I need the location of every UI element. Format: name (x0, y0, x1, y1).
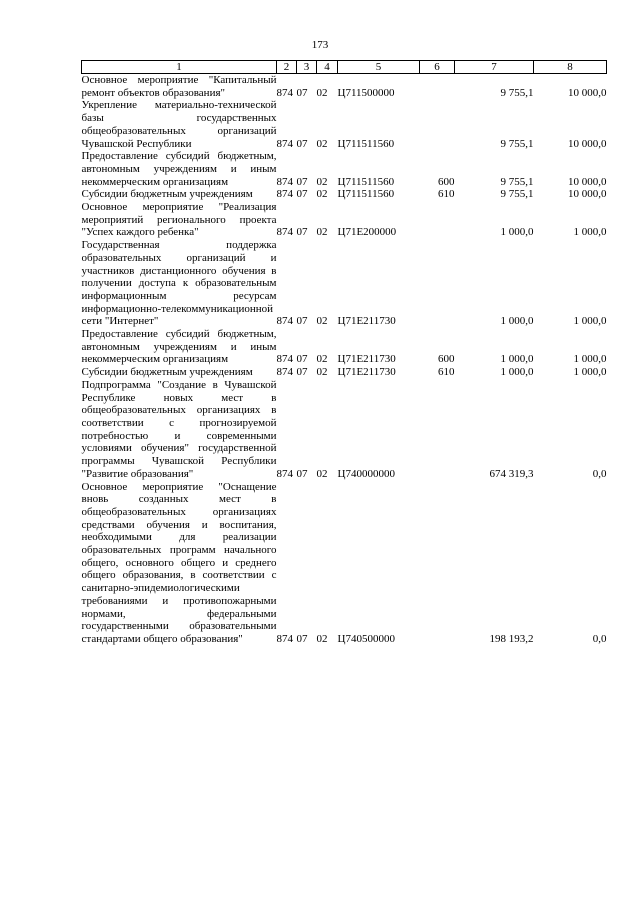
table-row (82, 481, 607, 646)
section-code: 07 (296, 188, 308, 201)
amount-year-1: 9 755,1 (500, 188, 534, 201)
amount-year-2: 1 000,0 (573, 315, 607, 328)
subsection-code: 02 (316, 632, 328, 645)
section-code: 07 (296, 86, 308, 99)
row-description: Подпрограмма "Создание в Чувашской Республике новых мест в общеобразовательных организациях в соответствии с прогнозируемой потребностью и современными условиями обучения" государственной программы Чувашской Республики "Развитие образования" (81, 378, 277, 480)
table-row (82, 188, 607, 201)
header-cell: 2 (277, 61, 297, 74)
section-code: 07 (296, 226, 308, 239)
row-description: Укрепление материально-технической базы государственных общеобразовательных организаций Чувашской Республики (81, 99, 277, 150)
gr-code: 874 (276, 353, 293, 366)
page-number: 173 (311, 39, 329, 51)
amount-year-1: 674 319,3 (489, 467, 534, 480)
amount-year-2: 1 000,0 (573, 226, 607, 239)
row-description: Государственная поддержка образовательных организаций и участников дистанционного обучения в получении доступа к образовательным информационным ресурсам информационно-телекоммуникационной сети "Интернет" (81, 239, 277, 328)
target-article-code: Ц71Е211730 (337, 366, 396, 379)
expense-type-code: 600 (438, 175, 455, 188)
row-description: Предоставление субсидий бюджетным, автономным учреждениям и иным некоммерческим организациям (81, 328, 277, 366)
subsection-code: 02 (316, 315, 328, 328)
amount-year-1: 1 000,0 (500, 366, 534, 379)
header-cell: 1 (82, 61, 277, 74)
amount-year-2: 10 000,0 (568, 175, 607, 188)
amount-year-1: 1 000,0 (500, 353, 534, 366)
gr-code: 874 (276, 467, 293, 480)
table-row (82, 366, 607, 379)
subsection-code: 02 (316, 137, 328, 150)
expense-type-code: 610 (438, 366, 455, 379)
expense-type-code: 600 (438, 353, 455, 366)
subsection-code: 02 (316, 188, 328, 201)
subsection-code: 02 (316, 175, 328, 188)
row-description: Основное мероприятие "Оснащение вновь созданных мест в общеобразовательных организациях средствами обучения и воспитания, необходимыми для реализации образовательных программ начального общего, основного общего и среднего общего образования, в соответствии с санитарно-эпидемиологическими требованиями и противопожарными нормами, федеральными государственными образовательными стандартами общего образования" (81, 480, 277, 645)
gr-code: 874 (276, 175, 293, 188)
gr-code: 874 (276, 137, 293, 150)
amount-year-2: 0,0 (592, 467, 607, 480)
table-row (82, 99, 607, 150)
gr-code: 874 (276, 86, 293, 99)
header-row (82, 61, 607, 74)
subsection-code: 02 (316, 366, 328, 379)
subsection-code: 02 (316, 353, 328, 366)
gr-code: 874 (276, 315, 293, 328)
subsection-code: 02 (316, 467, 328, 480)
gr-code: 874 (276, 226, 293, 239)
row-description: Субсидии бюджетным учреждениям (81, 366, 253, 379)
amount-year-1: 9 755,1 (500, 137, 534, 150)
amount-year-1: 1 000,0 (500, 226, 534, 239)
header-cell: 3 (297, 61, 317, 74)
row-description: Основное мероприятие "Капитальный ремонт объектов образования" (81, 74, 277, 99)
gr-code: 874 (276, 188, 293, 201)
amount-year-2: 1 000,0 (573, 366, 607, 379)
header-cell: 7 (455, 61, 534, 74)
section-code: 07 (296, 632, 308, 645)
section-code: 07 (296, 315, 308, 328)
amount-year-1: 9 755,1 (500, 175, 534, 188)
target-article-code: Ц71Е211730 (337, 353, 396, 366)
section-code: 07 (296, 175, 308, 188)
target-article-code: Ц71Е211730 (337, 315, 396, 328)
expense-type-code (420, 74, 455, 100)
expense-type-code (420, 201, 455, 239)
budget-table (81, 60, 607, 646)
expense-type-code (420, 481, 455, 646)
target-article-code: Ц711511560 (337, 137, 395, 150)
amount-year-2: 10 000,0 (568, 188, 607, 201)
table-row (82, 74, 607, 100)
target-article-code: Ц71Е200000 (337, 226, 397, 239)
table-row (82, 201, 607, 239)
row-description: Предоставление субсидий бюджетным, автономным учреждениям и иным некоммерческим организациям (81, 150, 277, 188)
section-code: 07 (296, 467, 308, 480)
amount-year-2: 10 000,0 (568, 86, 607, 99)
section-code: 07 (296, 353, 308, 366)
target-article-code: Ц711500000 (337, 86, 395, 99)
amount-year-2: 0,0 (592, 632, 607, 645)
amount-year-1: 1 000,0 (500, 315, 534, 328)
header-cell: 8 (534, 61, 607, 74)
expense-type-code (420, 379, 455, 481)
header-cell: 5 (338, 61, 420, 74)
expense-type-code (420, 239, 455, 328)
target-article-code: Ц740500000 (337, 632, 395, 645)
amount-year-1: 198 193,2 (489, 632, 534, 645)
subsection-code: 02 (316, 86, 328, 99)
row-description: Субсидии бюджетным учреждениям (81, 188, 253, 201)
gr-code: 874 (276, 366, 293, 379)
table-row (82, 239, 607, 328)
header-cell: 4 (317, 61, 338, 74)
amount-year-2: 10 000,0 (568, 137, 607, 150)
expense-type-code (420, 99, 455, 150)
row-description: Основное мероприятие "Реализация мероприятий регионального проекта "Успех каждого ребенка" (81, 201, 277, 239)
amount-year-2: 1 000,0 (573, 353, 607, 366)
table-row (82, 328, 607, 366)
table-row (82, 379, 607, 481)
section-code: 07 (296, 366, 308, 379)
subsection-code: 02 (316, 226, 328, 239)
amount-year-1: 9 755,1 (500, 86, 534, 99)
expense-type-code: 610 (438, 188, 455, 201)
section-code: 07 (296, 137, 308, 150)
target-article-code: Ц711511560 (337, 175, 395, 188)
header-cell: 6 (420, 61, 455, 74)
gr-code: 874 (276, 632, 293, 645)
target-article-code: Ц740000000 (337, 467, 395, 480)
table-row (82, 150, 607, 188)
target-article-code: Ц711511560 (337, 188, 395, 201)
